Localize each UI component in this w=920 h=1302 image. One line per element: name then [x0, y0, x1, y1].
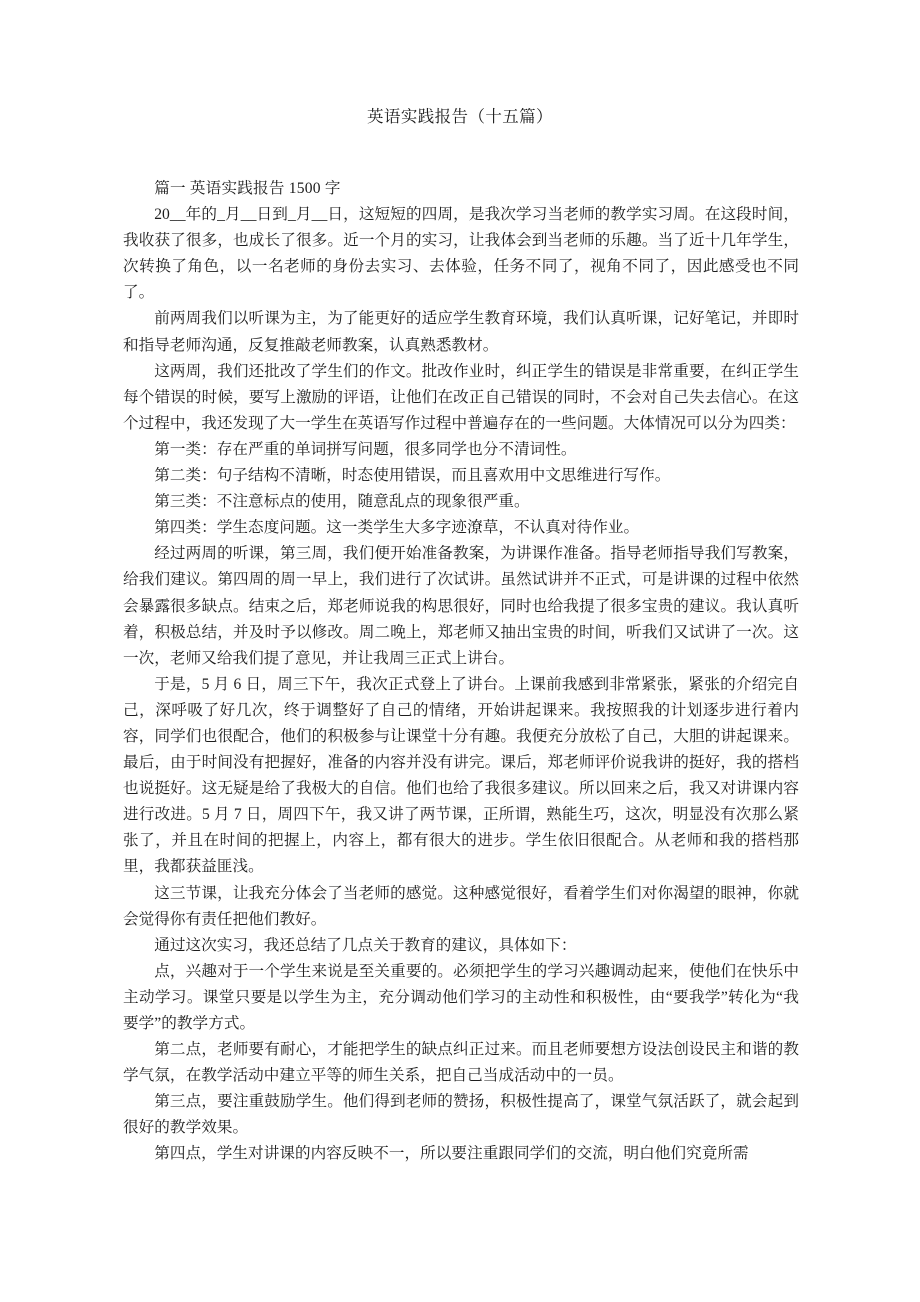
paragraph-list-item: 第二类：句子结构不清晰，时态使用错误，而且喜欢用中文思维进行写作。 — [154, 467, 671, 485]
paragraph: 前两周我们以听课为主，为了能更好的适应学生教育环境，我们认真听课，记好笔记，并即时和指导老师沟通，反复推敲老师教案，认真熟悉教材。 — [123, 310, 799, 354]
paragraph: 这三节课，让我充分体会了当老师的感觉。这种感觉很好，看着学生们对你渴望的眼神，你就会觉得你有责任把他们教好。 — [123, 884, 799, 928]
paragraph-list-item: 第三类：不注意标点的使用，随意乱点的现象很严重。 — [154, 493, 530, 511]
paragraph: 经过两周的听课，第三周，我们便开始准备教案，为讲课作准备。指导老师指导我们写教案，给我们建议。第四周的周一早上，我们进行了次试讲。虽然试讲并不正式，可是讲课的过程中依然会暴露很多缺点。结束之后，郑老师说我的构思很好，同时也给我提了很多宝贵的建议。我认真听着，积极总结，并及时予以修改。周二晚上，郑老师又抽出宝贵的时间，听我们又试讲了一次。这一次，老师又给我们提了意见，并让我周三正式上讲台。 — [123, 545, 799, 667]
paragraph: 这两周，我们还批改了学生们的作文。批改作业时，纠正学生的错误是非常重要，在纠正学生每个错误的时候，要写上激励的评语，让他们在改正自己错误的同时，不会对自己失去信心。在这个过程中，我还发现了大一学生在英语写作过程中普遍存在的一些问题。大体情况可以分为四类： — [123, 362, 799, 432]
document-body — [123, 176, 799, 1168]
paragraph: 20__年的_月__日到_月__日，这短短的四周，是我次学习当老师的教学实习周。在这段时间，我收获了很多，也成长了很多。近一个月的实习，让我体会到当老师的乐趣。当了近十几年学生，次转换了角色，以一名老师的身份去实习、去体验，任务不同了，视角不同了，因此感受也不同了。 — [123, 206, 799, 302]
paragraph-list-item: 第一类：存在严重的单词拼写问题，很多同学也分不清词性。 — [154, 440, 577, 458]
paragraph: 通过这次实习，我还总结了几点关于教育的建议，具体如下： — [154, 936, 577, 954]
paragraph-list-item: 第二点，老师要有耐心，才能把学生的缺点纠正过来。而且老师要想方设法创设民主和谐的教学气氛，在教学活动中建立平等的师生关系，把自己当成活动中的一员。 — [123, 1041, 799, 1085]
section-heading: 篇一 英语实践报告 1500 字 — [154, 180, 341, 197]
paragraph-list-item: 点，兴趣对于一个学生来说是至关重要的。必须把学生的学习兴趣调动起来，使他们在快乐中主动学习。课堂只要是以学生为主，充分调动他们学习的主动性和积极性，由“要我学”转化为“我要学”的教学方式。 — [123, 962, 799, 1032]
paragraph-list-item: 第四类：学生态度问题。这一类学生大多字迹潦草，不认真对待作业。 — [154, 519, 640, 537]
paragraph: 于是，5 月 6 日，周三下午，我次正式登上了讲台。上课前我感到非常紧张，紧张的介绍完自己，深呼吸了好几次，终于调整好了自己的情绪，开始讲起课来。我按照我的计划逐步进行着内容，同学们也很配合，他们的积极参与让课堂十分有趣。我便充分放松了自己，大胆的讲起课来。最后，由于时间没有把握好，准备的内容并没有讲完。课后，郑老师评价说我讲的挺好，我的搭档也说挺好。这无疑是给了我极大的自信。他们也给了我很多建议。所以回来之后，我又对讲课内容进行改进。5 月 7 日，周四下午，我又讲了两节课，正所谓，熟能生巧，这次，明显没有次那么紧张了，并且在时间的把握上，内容上，都有很大的进步。学生依旧很配合。从老师和我的搭档那里，我都获益匪浅。 — [123, 675, 799, 876]
paragraph-list-item: 第三点，要注重鼓励学生。他们得到老师的赞扬，积极性提高了，课堂气氛活跃了，就会起到很好的教学效果。 — [123, 1093, 799, 1137]
page-title: 英语实践报告（十五篇） — [367, 107, 553, 126]
paragraph-list-item: 第四点，学生对讲课的内容反映不一，所以要注重跟同学们的交流，明白他们究竟所需 — [154, 1145, 749, 1163]
